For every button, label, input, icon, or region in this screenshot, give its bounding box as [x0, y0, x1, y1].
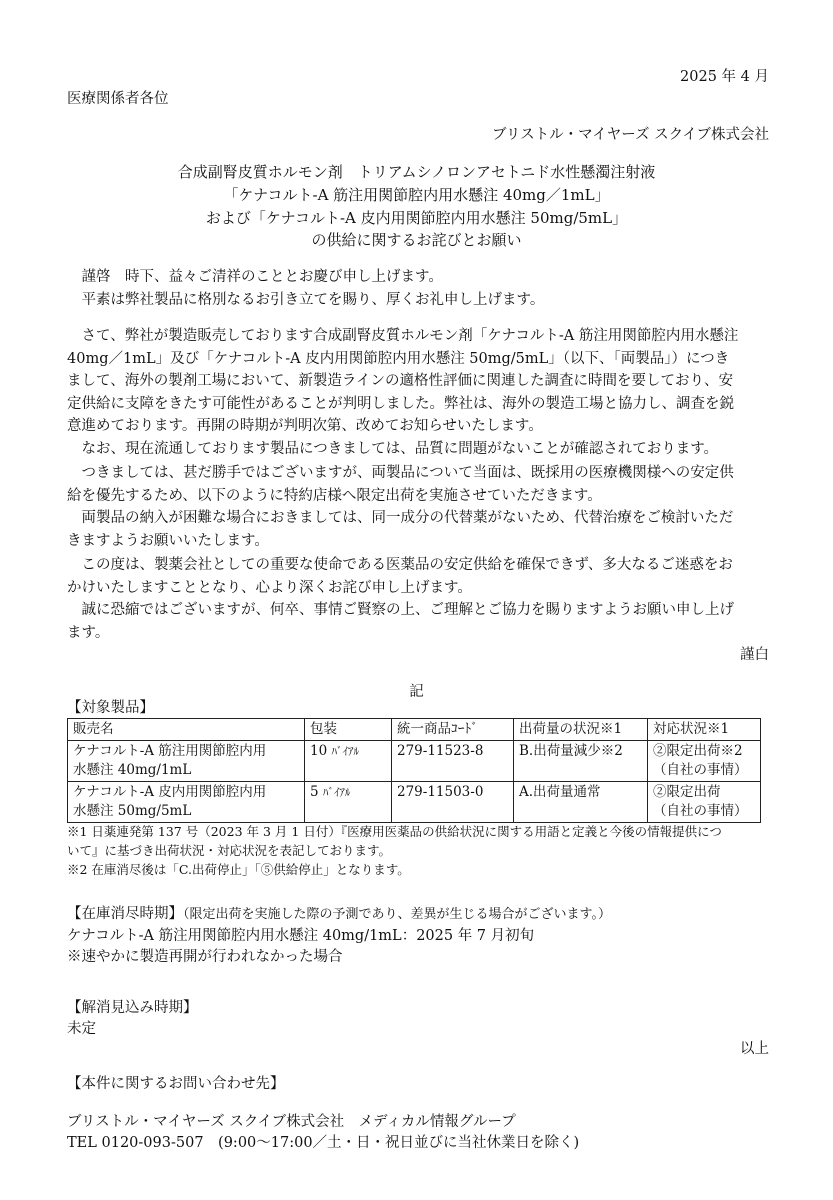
text-line: 平素は弊社製品に格別なるお引き立てを賜り、厚くお礼申し上げます。 [67, 291, 545, 308]
header-cell: 販売名 [68, 719, 305, 741]
text-line: 誠に恐縮ではございますが、何卒、事情ご賢察の上、ご理解とご協力を賜りますようお願い申し上げ [67, 602, 734, 618]
package-unit: ﾊﾞｲｱﾙ [322, 786, 351, 799]
product-name-line: ケナコルト-A 筋注用関節腔内用 [73, 743, 267, 759]
header-cell: 対応状況※1 [648, 719, 761, 741]
product-name-cell [68, 782, 305, 823]
recipient: 医療関係者各位 [67, 91, 169, 107]
issue-date: 2025 年 4 月 [680, 69, 769, 85]
stock-heading-label: 【在庫消尽時期】 [67, 906, 183, 922]
response-status-cell [648, 782, 761, 823]
greeting-paragraph [67, 266, 767, 311]
footnote-1-line-2: いて』に基づき出荷状況・対応状況を表記しております。 [67, 843, 392, 858]
footnote-2: ※2 在庫消尽後は「C.出荷停止」「⑤供給停止」となります。 [67, 862, 410, 877]
text-line: きますようお願いいたします。 [67, 532, 269, 549]
apology-paragraph [67, 554, 767, 644]
package-cell [305, 782, 392, 823]
title-line-2: 「ケナコルト-A 筋注用関節腔内用水懸注 40mg／1mL」 [223, 186, 610, 204]
product-name-line: 水懸注 50mg/5mL [73, 803, 192, 819]
status-line: ②限定出荷※2 [653, 743, 743, 759]
product-name-line: ケナコルト-A 皮内用関節腔内用 [73, 784, 267, 800]
resolution-heading: 【解消見込み時期】 [67, 1000, 198, 1016]
contact-heading: 【本件に関するお問い合わせ先】 [67, 1076, 285, 1092]
header-cell: 包装 [305, 719, 392, 741]
package-count: 5 [310, 784, 319, 800]
package-count: 10 [310, 743, 328, 759]
response-status-cell [648, 741, 761, 782]
package-cell [305, 741, 392, 782]
title-line-3: および「ケナコルト-A 皮内用関節腔内用水懸注 50mg/5mL」 [205, 209, 628, 227]
table-row [68, 782, 761, 823]
contact-company: ブリストル・マイヤーズ スクイブ株式会社 メディカル情報グループ [67, 1114, 516, 1130]
product-name-line: 水懸注 40mg/1mL [73, 762, 192, 778]
product-code-cell: 279-11523-8 [392, 741, 514, 782]
text-line: 定供給に支障をきたす可能性があることが判明しました。弊社は、海外の製造工場と協力し、調査を鋭 [67, 395, 734, 412]
text-line: 意進めております。再開の時期が判明次第、改めてお知らせいたします。 [67, 418, 543, 434]
stock-depletion-date: ケナコルト-A 筋注用関節腔内用水懸注 40mg/1mL：2025 年 7 月初旬 [67, 928, 535, 944]
table-row [68, 741, 761, 782]
contact-phone: TEL 0120-093-507 (9:00～17:00／土・日・祝日並びに当社休業日を除く) [67, 1135, 580, 1151]
text-line: かけいたしますこととなり、心より深くお詫び申し上げます。 [67, 579, 472, 596]
situation-paragraph [67, 325, 767, 460]
text-line: 給を優先するため、以下のように特約店様へ限定出荷を実施させていただきます。 [67, 487, 602, 504]
ki-marker: 記 [409, 684, 424, 700]
stock-depletion-note: ※速やかに製造再開が行われなかった場合 [67, 949, 343, 965]
title-line-1: 合成副腎皮質ホルモン剤 トリアムシノロンアセトニド水性懸濁注射液 [177, 163, 656, 181]
shipment-status-cell: B.出荷量減少※2 [514, 741, 648, 782]
products-table [67, 718, 761, 823]
resolution-value: 未定 [67, 1021, 96, 1037]
closing-ijou: 以上 [740, 1041, 769, 1057]
product-name-cell [68, 741, 305, 782]
package-unit: ﾊﾞｲｱﾙ [331, 745, 359, 758]
shipment-status-cell: A.出荷量通常 [514, 782, 648, 823]
stock-heading [67, 903, 611, 926]
sender-company: ブリストル・マイヤーズ スクイブ株式会社 [491, 127, 769, 143]
status-line: ②限定出荷 [653, 784, 721, 800]
text-line: 両製品の納入が困難な場合におきましては、同一成分の代替薬がないため、代替治療をご検討いただ [67, 510, 734, 526]
closing-kinpaku: 謹白 [740, 647, 769, 663]
text-line: この度は、製薬会社としての重要な使命である医薬品の安定供給を確保できず、多大なるご迷惑をお [67, 557, 733, 573]
text-line: ます。 [67, 624, 110, 641]
status-reason: （自社の事情） [653, 762, 748, 778]
text-line: さて、弊社が製造販売しております合成副腎皮質ホルモン剤「ケナコルト-A 筋注用関節腔内用水懸注 [67, 328, 739, 344]
header-cell: 出荷量の状況※1 [514, 719, 648, 741]
text-line: まして、海外の製剤工場において、新製造ラインの適格性評価に関連した調査に時間を要しており、安 [67, 373, 733, 389]
text-line: なお、現在流通しております製品につきましては、品質に問題がないことが確認されております。 [67, 440, 719, 457]
text-line: つきましては、甚だ勝手ではございますが、両製品について当面は、既採用の医療機関様への安定供 [67, 465, 734, 481]
request-paragraph [67, 462, 767, 552]
product-code-cell: 279-11503-0 [392, 782, 514, 823]
products-heading: 【対象製品】 [67, 700, 154, 716]
footnote-1-line-1: ※1 日薬連発第 137 号（2023 年 3 月 1 日付）『医療用医薬品の供給状況に関する用語と定義と今後の情報提供につ [67, 824, 722, 839]
text-line: 謹啓 時下、益々ご清祥のこととお慶び申し上げます。 [67, 269, 443, 285]
table-header-row [68, 719, 761, 741]
status-reason: （自社の事情） [653, 803, 748, 819]
stock-heading-note: （限定出荷を実施した際の予測であり、差異が生じる場合がございます。） [183, 907, 611, 922]
title-line-4: の供給に関するお詫びとお願い [311, 231, 522, 249]
header-cell: 統一商品ｺｰﾄﾞ [392, 719, 514, 741]
text-line: 40mg／1mL」及び「ケナコルト-A 皮内用関節腔内用水懸注 50mg/5mL」（以下、「両製品」）につき [67, 350, 730, 367]
